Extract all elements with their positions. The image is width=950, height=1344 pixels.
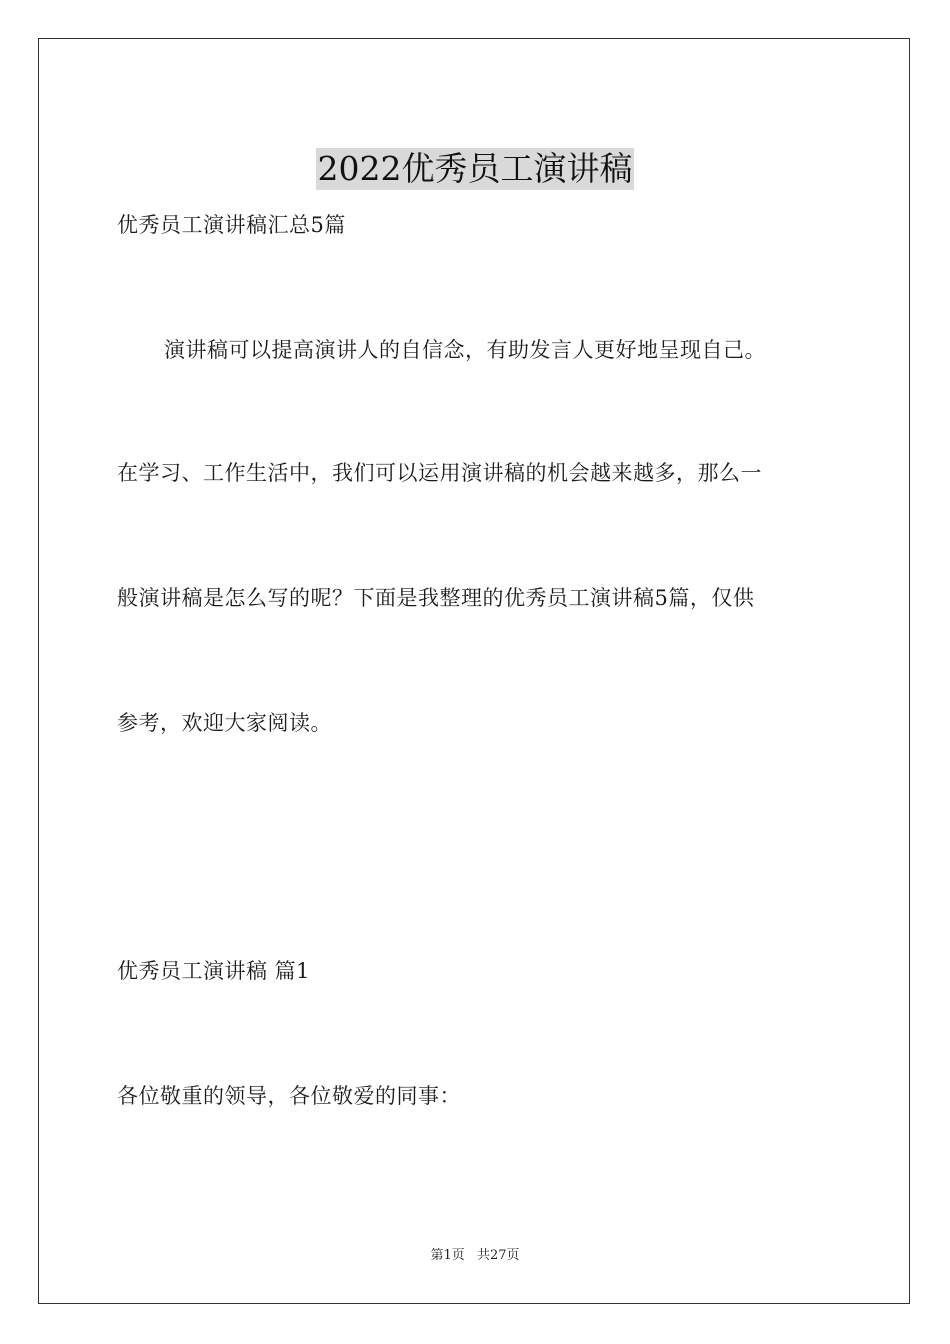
page-total: 共27页 <box>476 1248 520 1263</box>
document-title: 2022优秀员工演讲稿 <box>317 149 633 189</box>
section-heading: 优秀员工演讲稿 篇1 <box>117 959 311 983</box>
page-footer <box>0 1247 950 1265</box>
intro-line-4: 参考，欢迎大家阅读。 <box>117 711 332 735</box>
intro-line-1: 演讲稿可以提高演讲人的自信念，有助发言人更好地呈现自己。 <box>164 338 766 362</box>
intro-line-2: 在学习、工作生活中，我们可以运用演讲稿的机会越来越多，那么一 <box>117 461 762 485</box>
page-number: 第1页 <box>430 1248 465 1263</box>
intro-line-3: 般演讲稿是怎么写的呢？下面是我整理的优秀员工演讲稿5篇，仅供 <box>117 586 755 610</box>
title-container <box>0 126 950 212</box>
document-subtitle: 优秀员工演讲稿汇总5篇 <box>117 213 346 237</box>
salutation: 各位敬重的领导，各位敬爱的同事： <box>117 1084 461 1108</box>
